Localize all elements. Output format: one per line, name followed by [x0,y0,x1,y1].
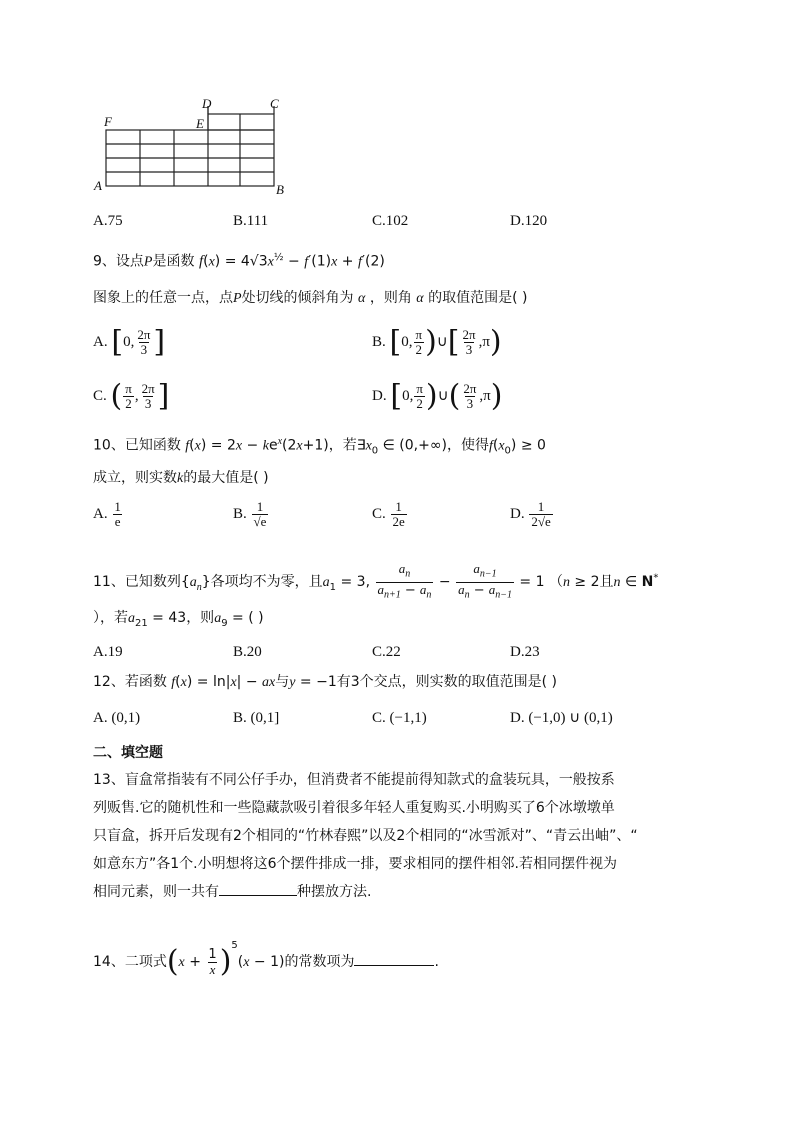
label-b: B [276,182,284,196]
q10-stem: 10、已知函数 $f(x) = 2x - ke^x(2x+1)$，若$\exists x_0$ ∈ (0,+∞)，使得$f(x_0) \ge 0$ [93,436,546,457]
q10-option-c: C. $\frac{1}{2e}$ [372,499,405,529]
q12-option-b: B. (0,1] [233,710,280,726]
label-e: E [196,116,204,131]
q8-option-c: C.102 [372,213,409,229]
q11-option-c: C.22 [372,644,401,660]
q10-option-a: A. $\frac{1}{e}$ [93,499,121,529]
q12-option-d: D. (−1,0) ∪ (0,1) [510,710,613,726]
q9-option-c: C. ( $\frac{\pi}{2}$ , $\frac{2\pi}{3}$ ] [93,378,170,414]
label-a: A [94,178,102,193]
q9-option-b: B. [0, $\frac{\pi}{2}$ )∪[ $\frac{2\pi}{3}$ ,π) [372,324,502,360]
q14-stem: 14、二项式(x + $\frac{1}{x}$ )$^5$(x − 1)的常数项为 . [93,940,439,979]
q8-option-a: A.75 [93,213,123,229]
q10-option-b: B. $\frac{1}{√e}$ [233,499,267,529]
label-c: C [270,96,279,111]
q10-stem-line2: 成立，则实数k的最大值是( ) [93,470,269,486]
q11-option-b: B.20 [233,644,262,660]
q13-stem: 13、盲盒常指装有不同公仔手办，但消费者不能提前得知款式的盒装玩具，一般按系 列贩售.它的随机性和一些隐藏款吸引着很多年轻人重复购买.小明购买了6个冰墩墩单 只盲盒，拆开后发现有2个相同的“竹林春熙”以及2个相同的“冰雪派对”、“青云出岫”、“ 如意东方”各1个.小明想将这6个摆件排成一排，要求相同的摆件相邻.若相同摆件视为 相同元素，则一共有 种摆放方法. [93,772,638,900]
q9-stem: 9、设点P是函数 $f(x) = 4√3x^{\frac{1}{2}} - f'(1)x + f'(2)$ [93,252,385,270]
q13-answer-blank[interactable] [219,881,297,896]
label-f: F [104,114,112,129]
q11-stem: 11、已知数列$\{a_n\}$各项均不为零，且$a_1 = 3$, $\frac{a_n}{a_{n+1} - a_n}$ − $\frac{a_{n-1}}{a_n - a_{n-1}}$ = 1 （n ≥ 2且n ∈ N* [93,561,659,601]
q11-option-d: D.23 [510,644,540,660]
q9-option-a: A. [0, $\frac{2\pi}{3}$ ] [93,324,166,360]
q12-option-c: C. (−1,1) [372,710,427,726]
grid-figure [92,96,292,196]
q8-option-b: B.111 [233,213,269,229]
q14-answer-blank[interactable] [354,951,434,966]
q9-stem-line2: 图象上的任意一点，点P处切线的倾斜角为 α ，则角 α 的取值范围是( ) [93,290,528,306]
q12-option-a: A. (0,1) [93,710,141,726]
label-d: D [202,96,212,111]
q12-stem: 12、若函数 f(x) = ln|x| − ax与y = −1有3个交点，则实数的取值范围是( ) [93,674,558,690]
q9-option-d: D. [0, $\frac{\pi}{2}$ )∪( $\frac{2\pi}{3}$ ,π) [372,378,503,414]
q10-option-d: D. $\frac{1}{2√e}$ [510,499,551,529]
q11-option-a: A.19 [93,644,123,660]
q8-option-d: D.120 [510,213,548,229]
section-heading: 二、填空题 [93,745,163,761]
q11-stem-line2: ），若$a_{21} = 43$，则$a_9$ = ( ) [93,610,264,629]
